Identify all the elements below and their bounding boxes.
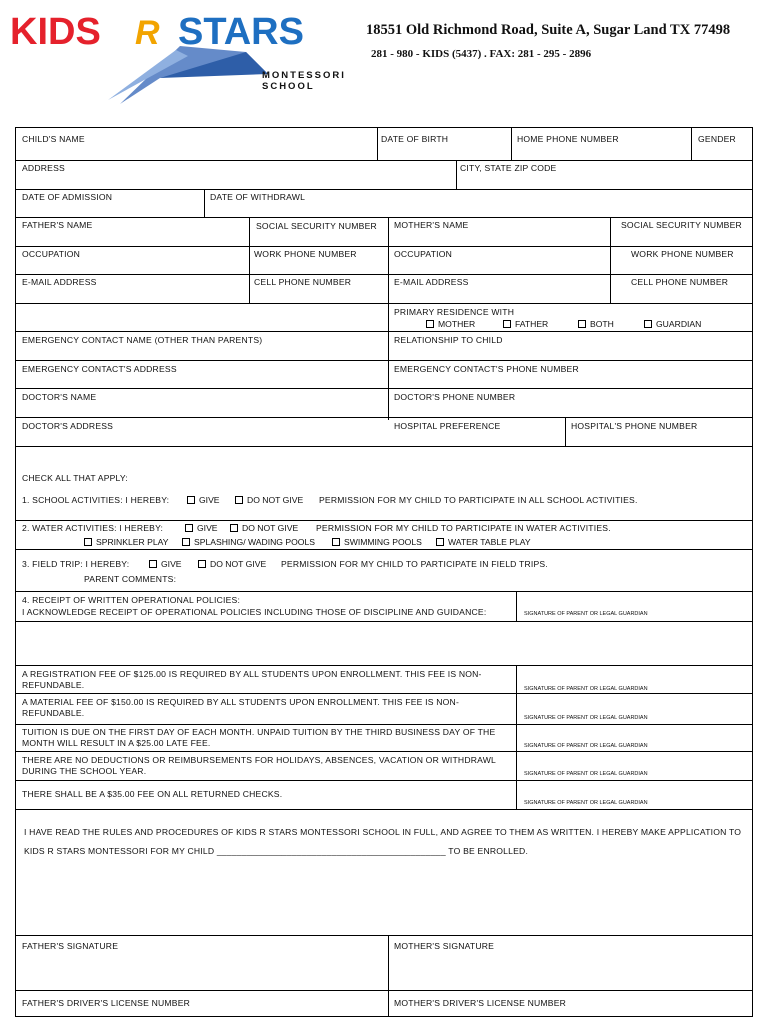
row-divider (16, 189, 752, 190)
city-state-zip-label: CITY, STATE ZIP CODE (460, 163, 557, 173)
checkbox-icon[interactable] (332, 538, 340, 546)
residence-both-label: BOTH (590, 319, 614, 329)
signature-caption: SIGNATURE OF PARENT OR LEGAL GUARDIAN (524, 686, 648, 692)
residence-father-label: FATHER (515, 319, 549, 329)
checkbox-icon[interactable] (503, 320, 511, 328)
logo-subtitle-line1: MONTESSORI (262, 70, 346, 81)
enrollment-form (15, 127, 753, 1017)
doctor-phone-label: DOCTOR'S PHONE NUMBER (394, 392, 516, 402)
row-divider (16, 217, 752, 218)
emergency-name-label: EMERGENCY CONTACT NAME (OTHER THAN PARENTS) (22, 335, 263, 345)
school-do-not-give-label: DO NOT GIVE (247, 495, 304, 505)
sprinkler-label: SPRINKLER PLAY (96, 537, 169, 547)
row-divider (16, 724, 752, 725)
agreement-line1: I HAVE READ THE RULES AND PROCEDURES OF KIDS R STARS MONTESSORI SCHOOL IN FULL, AND AGREE TO THEM AS WRITTEN. I HEREBY MAKE APPLICATION TO (24, 827, 742, 837)
checkbox-icon[interactable] (84, 538, 92, 546)
date-admission-label: DATE OF ADMISSION (22, 192, 113, 202)
address-label: ADDRESS (22, 163, 65, 173)
water-give-label: GIVE (197, 523, 218, 533)
field-do-not-give-option[interactable] (198, 559, 266, 569)
field-give-label: GIVE (161, 559, 182, 569)
checkbox-icon[interactable] (426, 320, 434, 328)
check-all-label: CHECK ALL THAT APPLY: (22, 473, 128, 483)
checkbox-icon[interactable] (182, 538, 190, 546)
dob-label: DATE OF BIRTH (381, 134, 449, 144)
residence-mother-label: MOTHER (438, 319, 476, 329)
checkbox-icon[interactable] (644, 320, 652, 328)
col-divider (610, 217, 611, 303)
swimming-label: SWIMMING POOLS (344, 537, 422, 547)
checkbox-icon[interactable] (230, 524, 238, 532)
reimbursement-text: THERE ARE NO DEDUCTIONS OR REIMBURSEMENTS FOR HOLIDAYS, ABSENCES, VACATION OR WITHDRAWL DURING THE SCHOOL YEAR. (22, 755, 496, 776)
water-permission-text: PERMISSION FOR MY CHILD TO PARTICIPATE IN WATER ACTIVITIES. (316, 523, 611, 533)
father-email-label: E-MAIL ADDRESS (22, 277, 97, 287)
logo-r: R (135, 14, 160, 52)
mother-occupation-label: OCCUPATION (394, 249, 453, 259)
mother-name-label: MOTHER'S NAME (394, 220, 469, 230)
gender-label: GENDER (698, 134, 736, 144)
mother-work-phone-label: WORK PHONE NUMBER (631, 249, 734, 259)
father-ssn-label: SOCIAL SECURITY NUMBER (256, 221, 377, 231)
primary-residence-label: PRIMARY RESIDENCE WITH (394, 307, 515, 317)
row-divider (16, 549, 752, 550)
school-give-label: GIVE (199, 495, 220, 505)
signature-caption: SIGNATURE OF PARENT OR LEGAL GUARDIAN (524, 611, 648, 617)
mother-email-label: E-MAIL ADDRESS (394, 277, 469, 287)
school-address: 18551 Old Richmond Road, Suite A, Sugar Land TX 77498 (366, 22, 731, 38)
water-table-option[interactable] (436, 537, 531, 547)
col-divider (565, 417, 566, 446)
checkbox-icon[interactable] (436, 538, 444, 546)
residence-both-option[interactable] (578, 319, 614, 329)
mother-signature-label: MOTHER'S SIGNATURE (394, 941, 495, 951)
row-divider (16, 417, 752, 418)
row-divider (16, 935, 752, 936)
residence-guardian-label: GUARDIAN (656, 319, 702, 329)
water-give-option[interactable] (185, 523, 218, 533)
row-divider (16, 751, 752, 752)
row-divider (16, 331, 752, 332)
father-cell-phone-label: CELL PHONE NUMBER (254, 277, 352, 287)
field-do-not-give-label: DO NOT GIVE (210, 559, 267, 569)
col-divider (377, 128, 378, 160)
logo-kids: KIDS (10, 11, 101, 53)
hospital-phone-label: HOSPITAL'S PHONE NUMBER (571, 421, 698, 431)
row-divider (16, 274, 752, 275)
school-permission-text: PERMISSION FOR MY CHILD TO PARTICIPATE IN ALL SCHOOL ACTIVITIES. (319, 495, 638, 505)
tuition-text: TUITION IS DUE ON THE FIRST DAY OF EACH MONTH. UNPAID TUITION BY THE THIRD BUSINESS DAY OF THE MONTH WILL RESULT IN A $25.00 LATE FEE. (22, 727, 496, 748)
row-divider (16, 693, 752, 694)
logo-stars: STARS (178, 11, 304, 53)
row-divider (16, 591, 752, 592)
checkbox-icon[interactable] (578, 320, 586, 328)
row-divider (16, 246, 752, 247)
field-permission-text: PERMISSION FOR MY CHILD TO PARTICIPATE IN FIELD TRIPS. (281, 559, 548, 569)
checkbox-icon[interactable] (235, 496, 243, 504)
col-divider (511, 128, 512, 160)
doctor-address-label: DOCTOR'S ADDRESS (22, 421, 114, 431)
date-withdrawl-label: DATE OF WITHDRAWL (210, 192, 306, 202)
col-divider (691, 128, 692, 160)
logo-subtitle (262, 70, 346, 92)
water-do-not-give-label: DO NOT GIVE (242, 523, 299, 533)
hospital-pref-label: HOSPITAL PREFERENCE (394, 421, 501, 431)
emergency-address-label: EMERGENCY CONTACT'S ADDRESS (22, 364, 177, 374)
field-trip-label: 3. FIELD TRIP: I HEREBY: (22, 559, 130, 569)
row-divider (16, 665, 752, 666)
parent-comments-label: PARENT COMMENTS: (84, 574, 177, 584)
school-give-option[interactable] (187, 495, 220, 505)
col-divider (388, 217, 389, 420)
row-divider (16, 809, 752, 810)
checkbox-icon[interactable] (185, 524, 193, 532)
col-divider (388, 935, 389, 1017)
receipt-policies-text: I ACKNOWLEDGE RECEIPT OF OPERATIONAL POLICIES INCLUDING THOSE OF DISCIPLINE AND GUIDANCE: (22, 607, 487, 617)
home-phone-label: HOME PHONE NUMBER (517, 134, 619, 144)
col-divider (456, 160, 457, 189)
water-table-label: WATER TABLE PLAY (448, 537, 531, 547)
father-name-label: FATHER'S NAME (22, 220, 93, 230)
sprinkler-option[interactable] (84, 537, 168, 547)
agreement-line2: KIDS R STARS MONTESSORI FOR MY CHILD ______________________________________________ TO BE ENROLLED. (24, 846, 529, 856)
mother-cell-phone-label: CELL PHONE NUMBER (631, 277, 729, 287)
water-activities-label: 2. WATER ACTIVITIES: I HEREBY: (22, 523, 164, 533)
signature-caption: SIGNATURE OF PARENT OR LEGAL GUARDIAN (524, 800, 648, 806)
relationship-label: RELATIONSHIP TO CHILD (394, 335, 503, 345)
col-divider (516, 665, 517, 809)
water-do-not-give-option[interactable] (230, 523, 298, 533)
col-divider (204, 189, 205, 217)
row-divider (16, 780, 752, 781)
child-name-label: CHILD'S NAME (22, 134, 85, 144)
swimming-option[interactable] (332, 537, 422, 547)
col-divider (516, 591, 517, 621)
row-divider (16, 990, 752, 991)
father-work-phone-label: WORK PHONE NUMBER (254, 249, 357, 259)
school-logo (10, 8, 360, 106)
father-occupation-label: OCCUPATION (22, 249, 81, 259)
splashing-option[interactable] (182, 537, 315, 547)
row-divider (16, 160, 752, 161)
checkbox-icon[interactable] (149, 560, 157, 568)
signature-caption: SIGNATURE OF PARENT OR LEGAL GUARDIAN (524, 743, 648, 749)
mother-ssn-label: SOCIAL SECURITY NUMBER (621, 220, 742, 230)
splashing-label: SPLASHING/ WADING POOLS (194, 537, 315, 547)
residence-father-option[interactable] (503, 319, 548, 329)
school-phones: 281 - 980 - KIDS (5437) . FAX: 281 - 295 - 2896 (371, 48, 592, 60)
row-divider (16, 520, 752, 521)
returned-checks-text: THERE SHALL BE A $35.00 FEE ON ALL RETURNED CHECKS. (22, 789, 283, 799)
school-activities-label: 1. SCHOOL ACTIVITIES: I HEREBY: (22, 495, 170, 505)
doctor-name-label: DOCTOR'S NAME (22, 392, 97, 402)
col-divider (249, 217, 250, 303)
registration-fee-text: A REGISTRATION FEE OF $125.00 IS REQUIRED BY ALL STUDENTS UPON ENROLLMENT. THIS FEE IS NON-REFUNDABLE. (22, 669, 482, 690)
logo-subtitle-line2: SCHOOL (262, 81, 315, 92)
mother-license-label: MOTHER'S DRIVER'S LICENSE NUMBER (394, 998, 567, 1008)
checkbox-icon[interactable] (187, 496, 195, 504)
signature-caption: SIGNATURE OF PARENT OR LEGAL GUARDIAN (524, 715, 648, 721)
row-divider (16, 303, 752, 304)
school-do-not-give-option[interactable] (235, 495, 303, 505)
row-divider (16, 388, 752, 389)
row-divider (16, 360, 752, 361)
father-license-label: FATHER'S DRIVER'S LICENSE NUMBER (22, 998, 191, 1008)
material-fee-text: A MATERIAL FEE OF $150.00 IS REQUIRED BY ALL STUDENTS UPON ENROLLMENT. THIS FEE IS NON-REFUNDABLE. (22, 697, 460, 718)
row-divider (16, 621, 752, 622)
residence-mother-option[interactable] (426, 319, 475, 329)
field-give-option[interactable] (149, 559, 182, 569)
father-signature-label: FATHER'S SIGNATURE (22, 941, 119, 951)
signature-caption: SIGNATURE OF PARENT OR LEGAL GUARDIAN (524, 771, 648, 777)
receipt-policies-label: 4. RECEIPT OF WRITTEN OPERATIONAL POLICIES: (22, 595, 241, 605)
emergency-phone-label: EMERGENCY CONTACT'S PHONE NUMBER (394, 364, 579, 374)
row-divider (16, 446, 752, 447)
residence-guardian-option[interactable] (644, 319, 701, 329)
checkbox-icon[interactable] (198, 560, 206, 568)
